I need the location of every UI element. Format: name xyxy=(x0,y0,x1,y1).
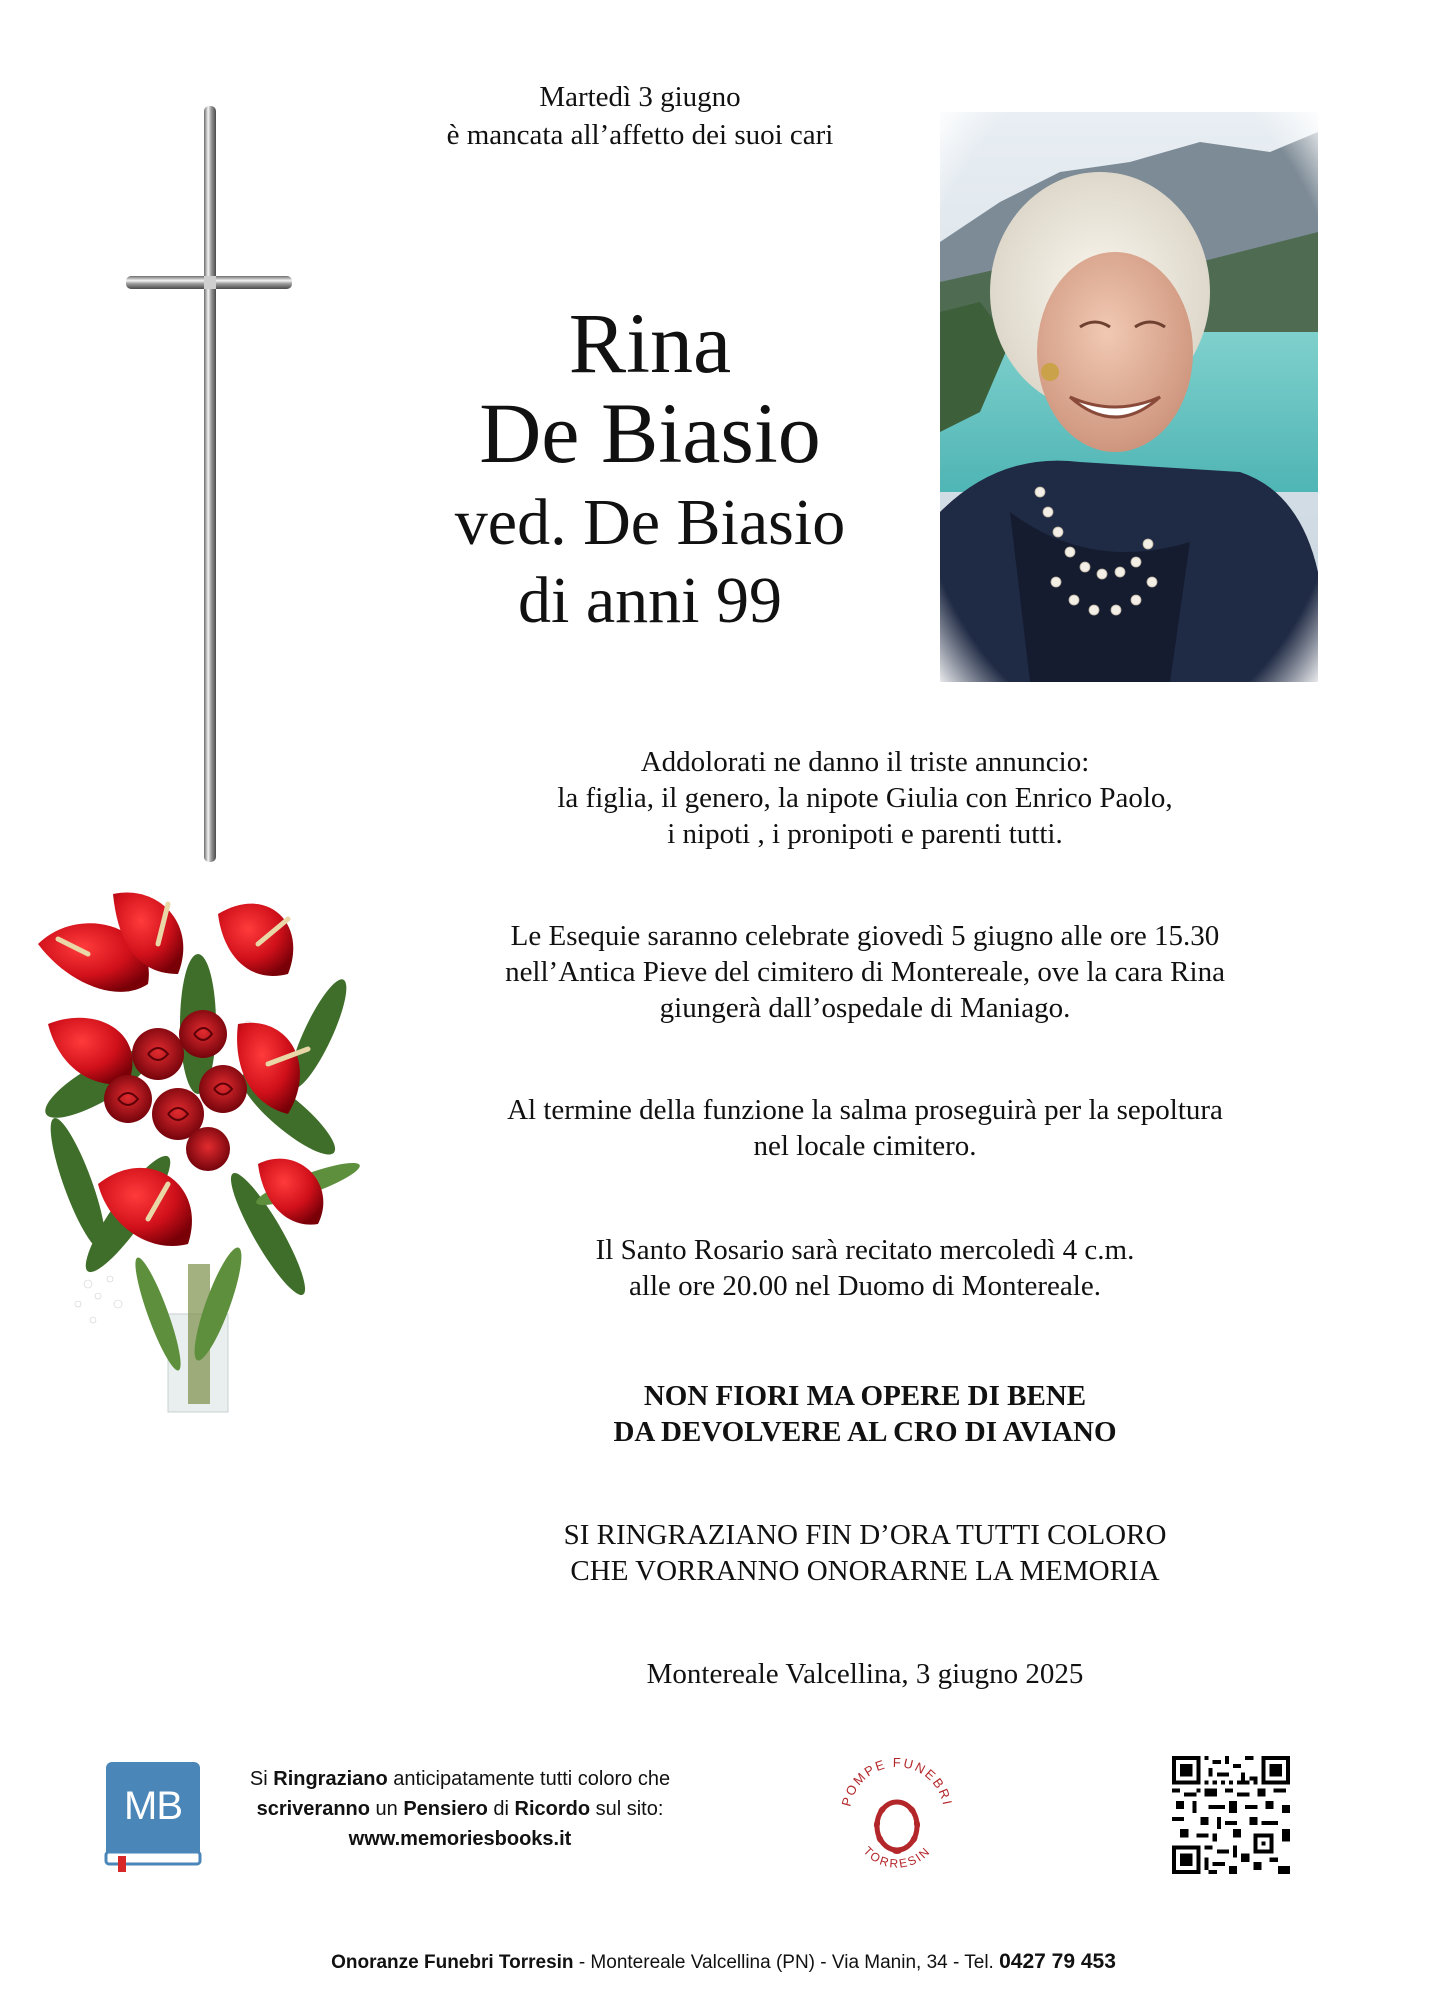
thanks-paragraph xyxy=(430,1517,1300,1589)
donations-paragraph xyxy=(430,1378,1300,1450)
announcement-paragraph xyxy=(430,744,1300,852)
burial-line: Al termine della funzione la salma proseguirà per la sepoltura xyxy=(507,1094,1223,1126)
portrait-photo xyxy=(940,112,1318,682)
seal-top-text: POMPE FUNEBRI xyxy=(838,1754,956,1808)
donations-line: DA DEVOLVERE AL CRO DI AVIANO xyxy=(613,1416,1117,1448)
deceased-widow-of: ved. De Biasio xyxy=(454,486,846,559)
place-date: Montereale Valcellina, 3 giugno 2025 xyxy=(646,1658,1084,1690)
footer-contact xyxy=(0,1950,1447,1974)
funeral-home-seal xyxy=(832,1752,962,1882)
burial-line: nel locale cimitero. xyxy=(753,1130,977,1162)
memoriesbooks-logo[interactable] xyxy=(104,1760,204,1872)
funeral-line: giungerà dall’ospedale di Maniago. xyxy=(659,992,1071,1024)
donations-line: NON FIORI MA OPERE DI BENE xyxy=(643,1380,1087,1412)
rosary-paragraph xyxy=(430,1232,1300,1304)
memoriesbooks-logo-text: MB xyxy=(124,1784,182,1828)
flowers-image xyxy=(18,884,368,1414)
funeral-line: Le Esequie saranno celebrate giovedì 5 giugno alle ore 15.30 xyxy=(510,920,1220,952)
footer-address: - Montereale Valcellina (PN) - Via Manin, 34 - Tel. xyxy=(573,1952,1000,1973)
memoriesbooks-url[interactable]: www.memoriesbooks.it xyxy=(348,1828,572,1850)
announcement-line: i nipoti , i pronipoti e parenti tutti. xyxy=(667,818,1063,850)
memoriesbooks-line1: Si Ringraziano anticipatamente tutti coloro che xyxy=(249,1768,671,1790)
deceased-first-name: Rina xyxy=(568,295,732,391)
cross-icon xyxy=(124,104,294,864)
rosary-line: Il Santo Rosario sarà recitato mercoledì 4 c.m. xyxy=(595,1234,1135,1266)
thanks-line: CHE VORRANNO ONORARNE LA MEMORIA xyxy=(570,1555,1160,1587)
announcement-line: la figlia, il genero, la nipote Giulia con Enrico Paolo, xyxy=(557,782,1173,814)
intro-passed-away: è mancata all’affetto dei suoi cari xyxy=(446,119,834,151)
intro-date: Martedì 3 giugno xyxy=(539,81,741,113)
funeral-line: nell’Antica Pieve del cimitero di Montereale, ove la cara Rina xyxy=(505,956,1225,988)
funeral-paragraph xyxy=(430,918,1300,1026)
deceased-name-block xyxy=(380,295,920,646)
memoriesbooks-text xyxy=(215,1764,705,1854)
memoriesbooks-line2: scriveranno un Pensiero di Ricordo sul sito: xyxy=(256,1798,664,1820)
intro-text xyxy=(380,78,900,154)
deceased-last-name: De Biasio xyxy=(479,385,821,481)
footer-phone[interactable]: 0427 79 453 xyxy=(999,1950,1116,1973)
deceased-age: di anni 99 xyxy=(518,564,782,637)
burial-paragraph xyxy=(430,1092,1300,1164)
rosary-line: alle ore 20.00 nel Duomo di Montereale. xyxy=(629,1270,1101,1302)
footer-company: Onoranze Funebri Torresin xyxy=(331,1952,574,1973)
qr-code[interactable] xyxy=(1172,1756,1290,1874)
thanks-line: SI RINGRAZIANO FIN D’ORA TUTTI COLORO xyxy=(563,1519,1167,1551)
seal-bottom-text: TORRESIN xyxy=(860,1843,934,1871)
announcement-line: Addolorati ne danno il triste annuncio: xyxy=(640,746,1090,778)
